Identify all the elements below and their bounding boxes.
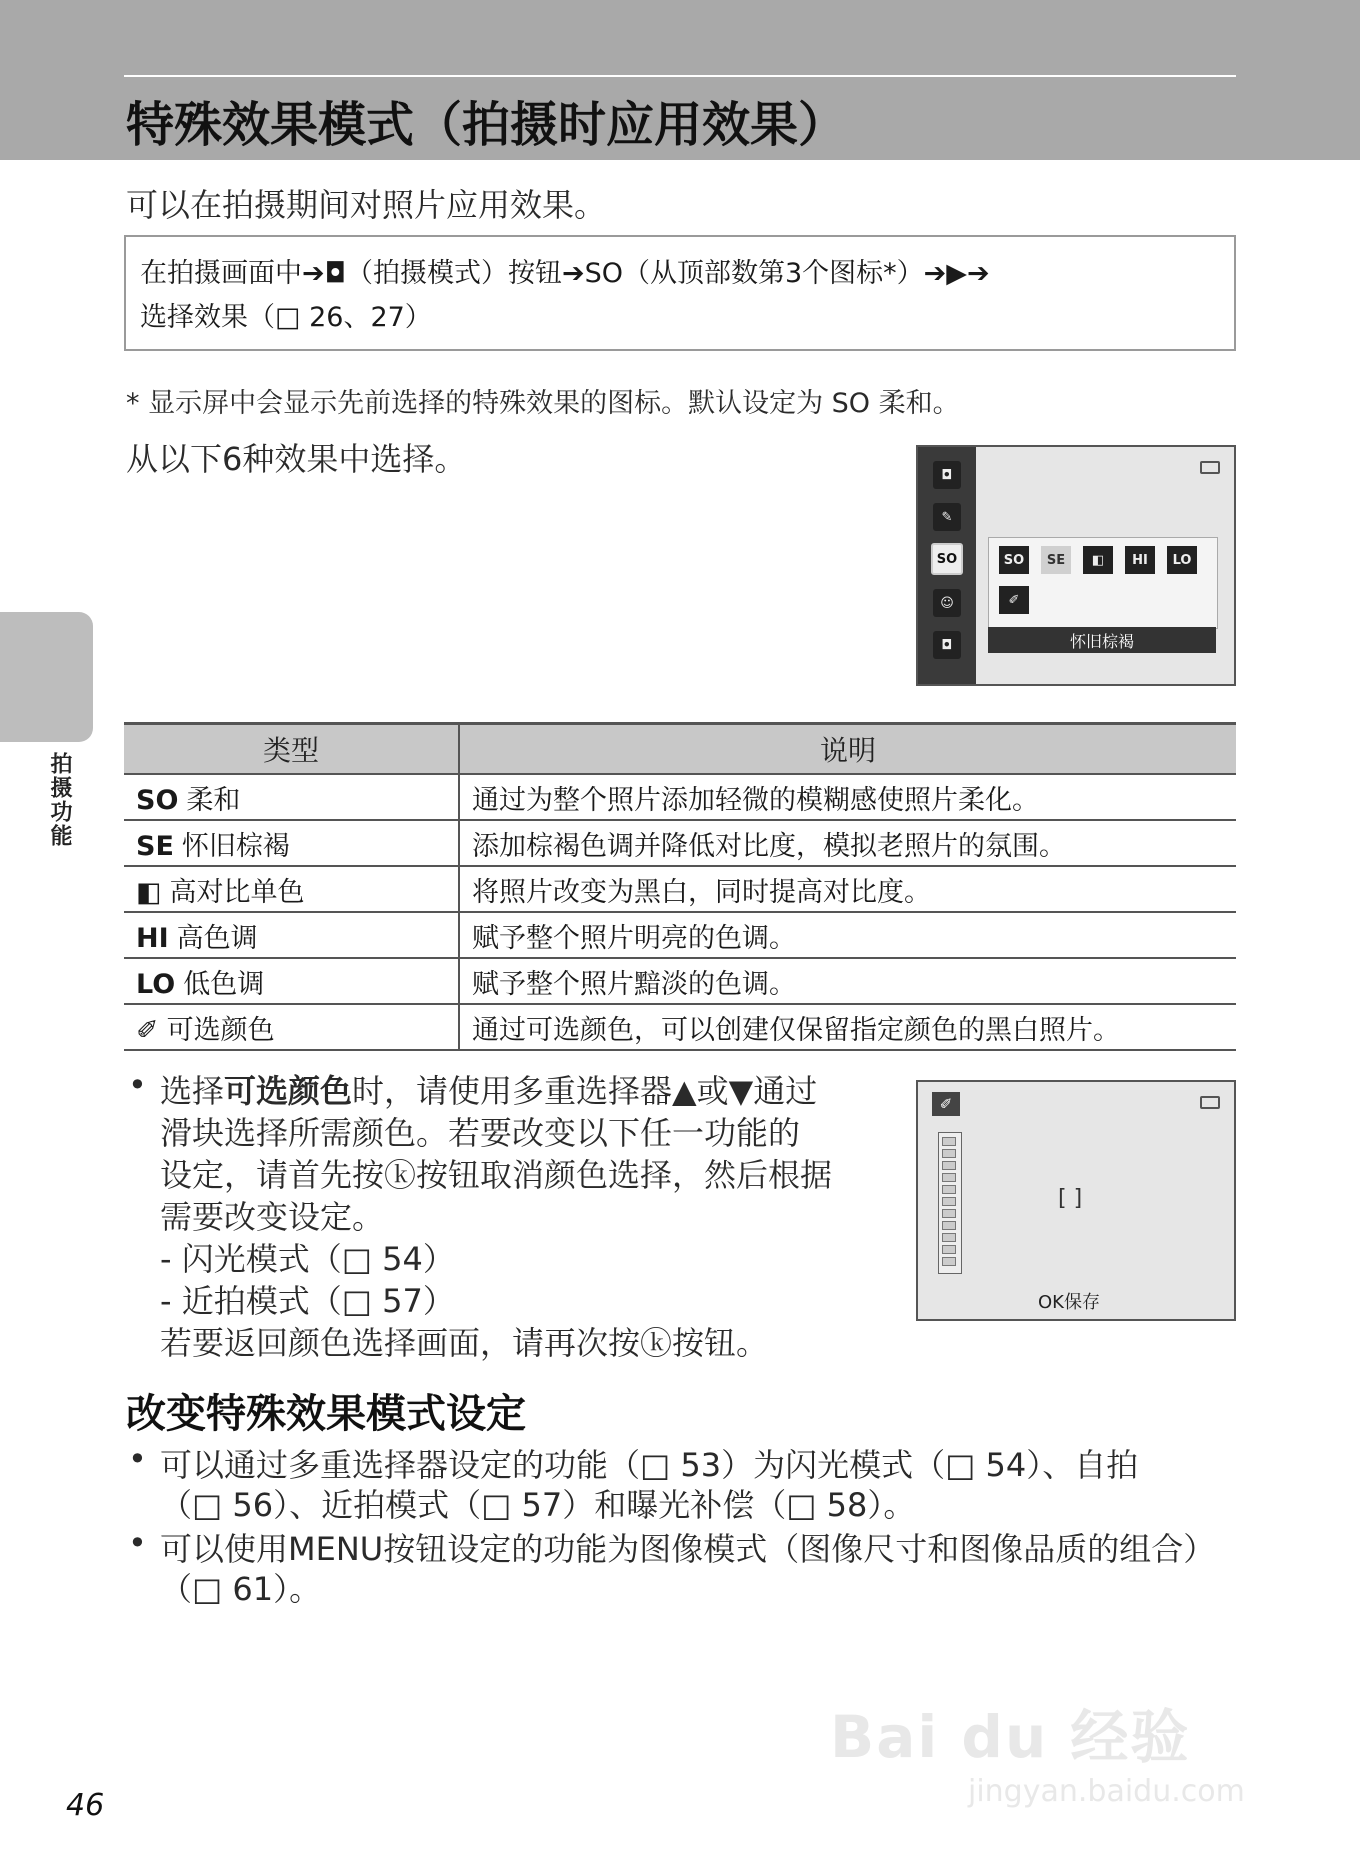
camera-icon: ◘ bbox=[933, 631, 961, 659]
col-type-header: 类型 bbox=[124, 724, 459, 775]
sepia-icon: SE bbox=[136, 830, 174, 862]
monochrome-icon: ◧ bbox=[136, 876, 162, 908]
smart-portrait-icon: ✎ bbox=[933, 503, 961, 531]
type-name: 怀旧棕褐 bbox=[181, 830, 290, 862]
selective-color-icon: ✐ bbox=[136, 1014, 159, 1046]
section2-bullet-1-line-2: （□ 56）、近拍模式（□ 57）和曝光补偿（□ 58）。 bbox=[160, 1486, 916, 1524]
table-row bbox=[124, 912, 1236, 958]
col-desc-header: 说明 bbox=[459, 724, 1236, 775]
table-row bbox=[124, 820, 1236, 866]
camera-screen-effects bbox=[916, 445, 1236, 686]
baidu-watermark: Bai du 经验 bbox=[830, 1703, 1191, 1771]
bullet-text: 选择 bbox=[160, 1072, 225, 1110]
type-description: 通过为整个照片添加轻微的模糊感使照片柔化。 bbox=[459, 774, 1236, 820]
table-row bbox=[124, 958, 1236, 1004]
selective-color-icon: ✐ bbox=[932, 1092, 960, 1116]
bullet-bold-term: 可选颜色 bbox=[224, 1072, 353, 1110]
chapter-tab bbox=[0, 612, 93, 742]
high-key-icon: HI bbox=[136, 922, 169, 954]
choose-text: 从以下6种效果中选择。 bbox=[126, 440, 467, 478]
effects-table bbox=[124, 722, 1236, 1051]
bullet-dot: • bbox=[128, 1440, 147, 1478]
chapter-tab-label: 拍摄功能 bbox=[47, 752, 72, 848]
section2-bullet-1-line-1: 可以通过多重选择器设定的功能（□ 53）为闪光模式（□ 54）、自拍 bbox=[160, 1446, 1139, 1484]
page-number: 46 bbox=[66, 1788, 105, 1823]
sub-item-macro: - 近拍模式（□ 57） bbox=[160, 1282, 455, 1320]
type-description: 将照片改变为黑白，同时提高对比度。 bbox=[459, 866, 1236, 912]
bullet-dot: • bbox=[128, 1524, 147, 1562]
type-name: 低色调 bbox=[183, 968, 265, 1000]
soft-icon: SO bbox=[136, 784, 179, 816]
color-slider bbox=[938, 1132, 962, 1274]
footnote: * 显示屏中会显示先前选择的特殊效果的图标。默认设定为 SO 柔和。 bbox=[126, 388, 960, 419]
bullet-line-2: 滑块选择所需颜色。若要改变以下任一功能的 bbox=[160, 1114, 801, 1152]
soft-icon: SO bbox=[999, 546, 1029, 574]
save-hint: OK保存 bbox=[1038, 1292, 1100, 1313]
steps-line-1: 在拍摄画面中➔◘（拍摄模式）按钮➔SO（从顶部数第3个图标*）➔▶➔ bbox=[140, 258, 990, 289]
type-name: 可选颜色 bbox=[166, 1014, 275, 1046]
camera-screen-selective-color bbox=[916, 1080, 1236, 1321]
section-title: 改变特殊效果模式设定 bbox=[126, 1391, 526, 1437]
battery-icon bbox=[1200, 1096, 1220, 1109]
bullet-dot: • bbox=[128, 1066, 147, 1104]
mode-icon-column bbox=[918, 447, 976, 684]
high-key-icon: HI bbox=[1125, 546, 1155, 574]
bullet-text: 时，请使用多重选择器▲或▼通过 bbox=[352, 1072, 818, 1110]
header-rule bbox=[124, 75, 1236, 77]
table-header-row bbox=[124, 724, 1236, 775]
type-description: 赋予整个照片明亮的色调。 bbox=[459, 912, 1236, 958]
sepia-icon: SE bbox=[1041, 546, 1071, 574]
low-key-icon: LO bbox=[136, 968, 176, 1000]
bullet-line-4: 需要改变设定。 bbox=[160, 1198, 385, 1236]
steps-line-2: 选择效果（□ 26、27） bbox=[140, 302, 432, 333]
selective-color-icon: ✐ bbox=[999, 586, 1029, 614]
special-effects-icon: SO bbox=[931, 543, 963, 575]
bullet-line-1 bbox=[160, 1066, 817, 1112]
steps-box bbox=[124, 235, 1236, 351]
table-row bbox=[124, 866, 1236, 912]
bullet-line-3: 设定，请首先按ⓚ按钮取消颜色选择，然后根据 bbox=[160, 1156, 833, 1194]
type-name: 高色调 bbox=[176, 922, 258, 954]
bullet-line-5: 若要返回颜色选择画面，请再次按ⓚ按钮。 bbox=[160, 1324, 769, 1362]
focus-brackets: [ ] bbox=[1058, 1186, 1083, 1211]
type-description: 赋予整个照片黯淡的色调。 bbox=[459, 958, 1236, 1004]
table-row bbox=[124, 1004, 1236, 1050]
effects-popup bbox=[988, 537, 1218, 629]
type-description: 添加棕褐色调并降低对比度，模拟老照片的氛围。 bbox=[459, 820, 1236, 866]
monochrome-icon: ◧ bbox=[1083, 546, 1113, 574]
table-row bbox=[124, 774, 1236, 820]
type-description: 通过可选颜色，可以创建仅保留指定颜色的黑白照片。 bbox=[459, 1004, 1236, 1050]
low-key-icon: LO bbox=[1167, 546, 1197, 574]
section2-bullet-2-line-1: 可以使用MENU按钮设定的功能为图像模式（图像尺寸和图像品质的组合） bbox=[160, 1530, 1216, 1568]
page-title: 特殊效果模式（拍摄时应用效果） bbox=[126, 97, 847, 153]
effect-name-label: 怀旧棕褐 bbox=[988, 627, 1216, 653]
type-name: 高对比单色 bbox=[169, 876, 305, 908]
battery-icon bbox=[1200, 461, 1220, 474]
scene-icon: ◘ bbox=[933, 461, 961, 489]
baidu-watermark-url: jingyan.baidu.com bbox=[968, 1774, 1245, 1809]
smile-icon: ☺ bbox=[933, 589, 961, 617]
type-name: 柔和 bbox=[186, 784, 241, 816]
sub-item-flash: - 闪光模式（□ 54） bbox=[160, 1240, 455, 1278]
section2-bullet-2-line-2: （□ 61）。 bbox=[160, 1570, 322, 1608]
intro-text: 可以在拍摄期间对照片应用效果。 bbox=[126, 186, 607, 224]
